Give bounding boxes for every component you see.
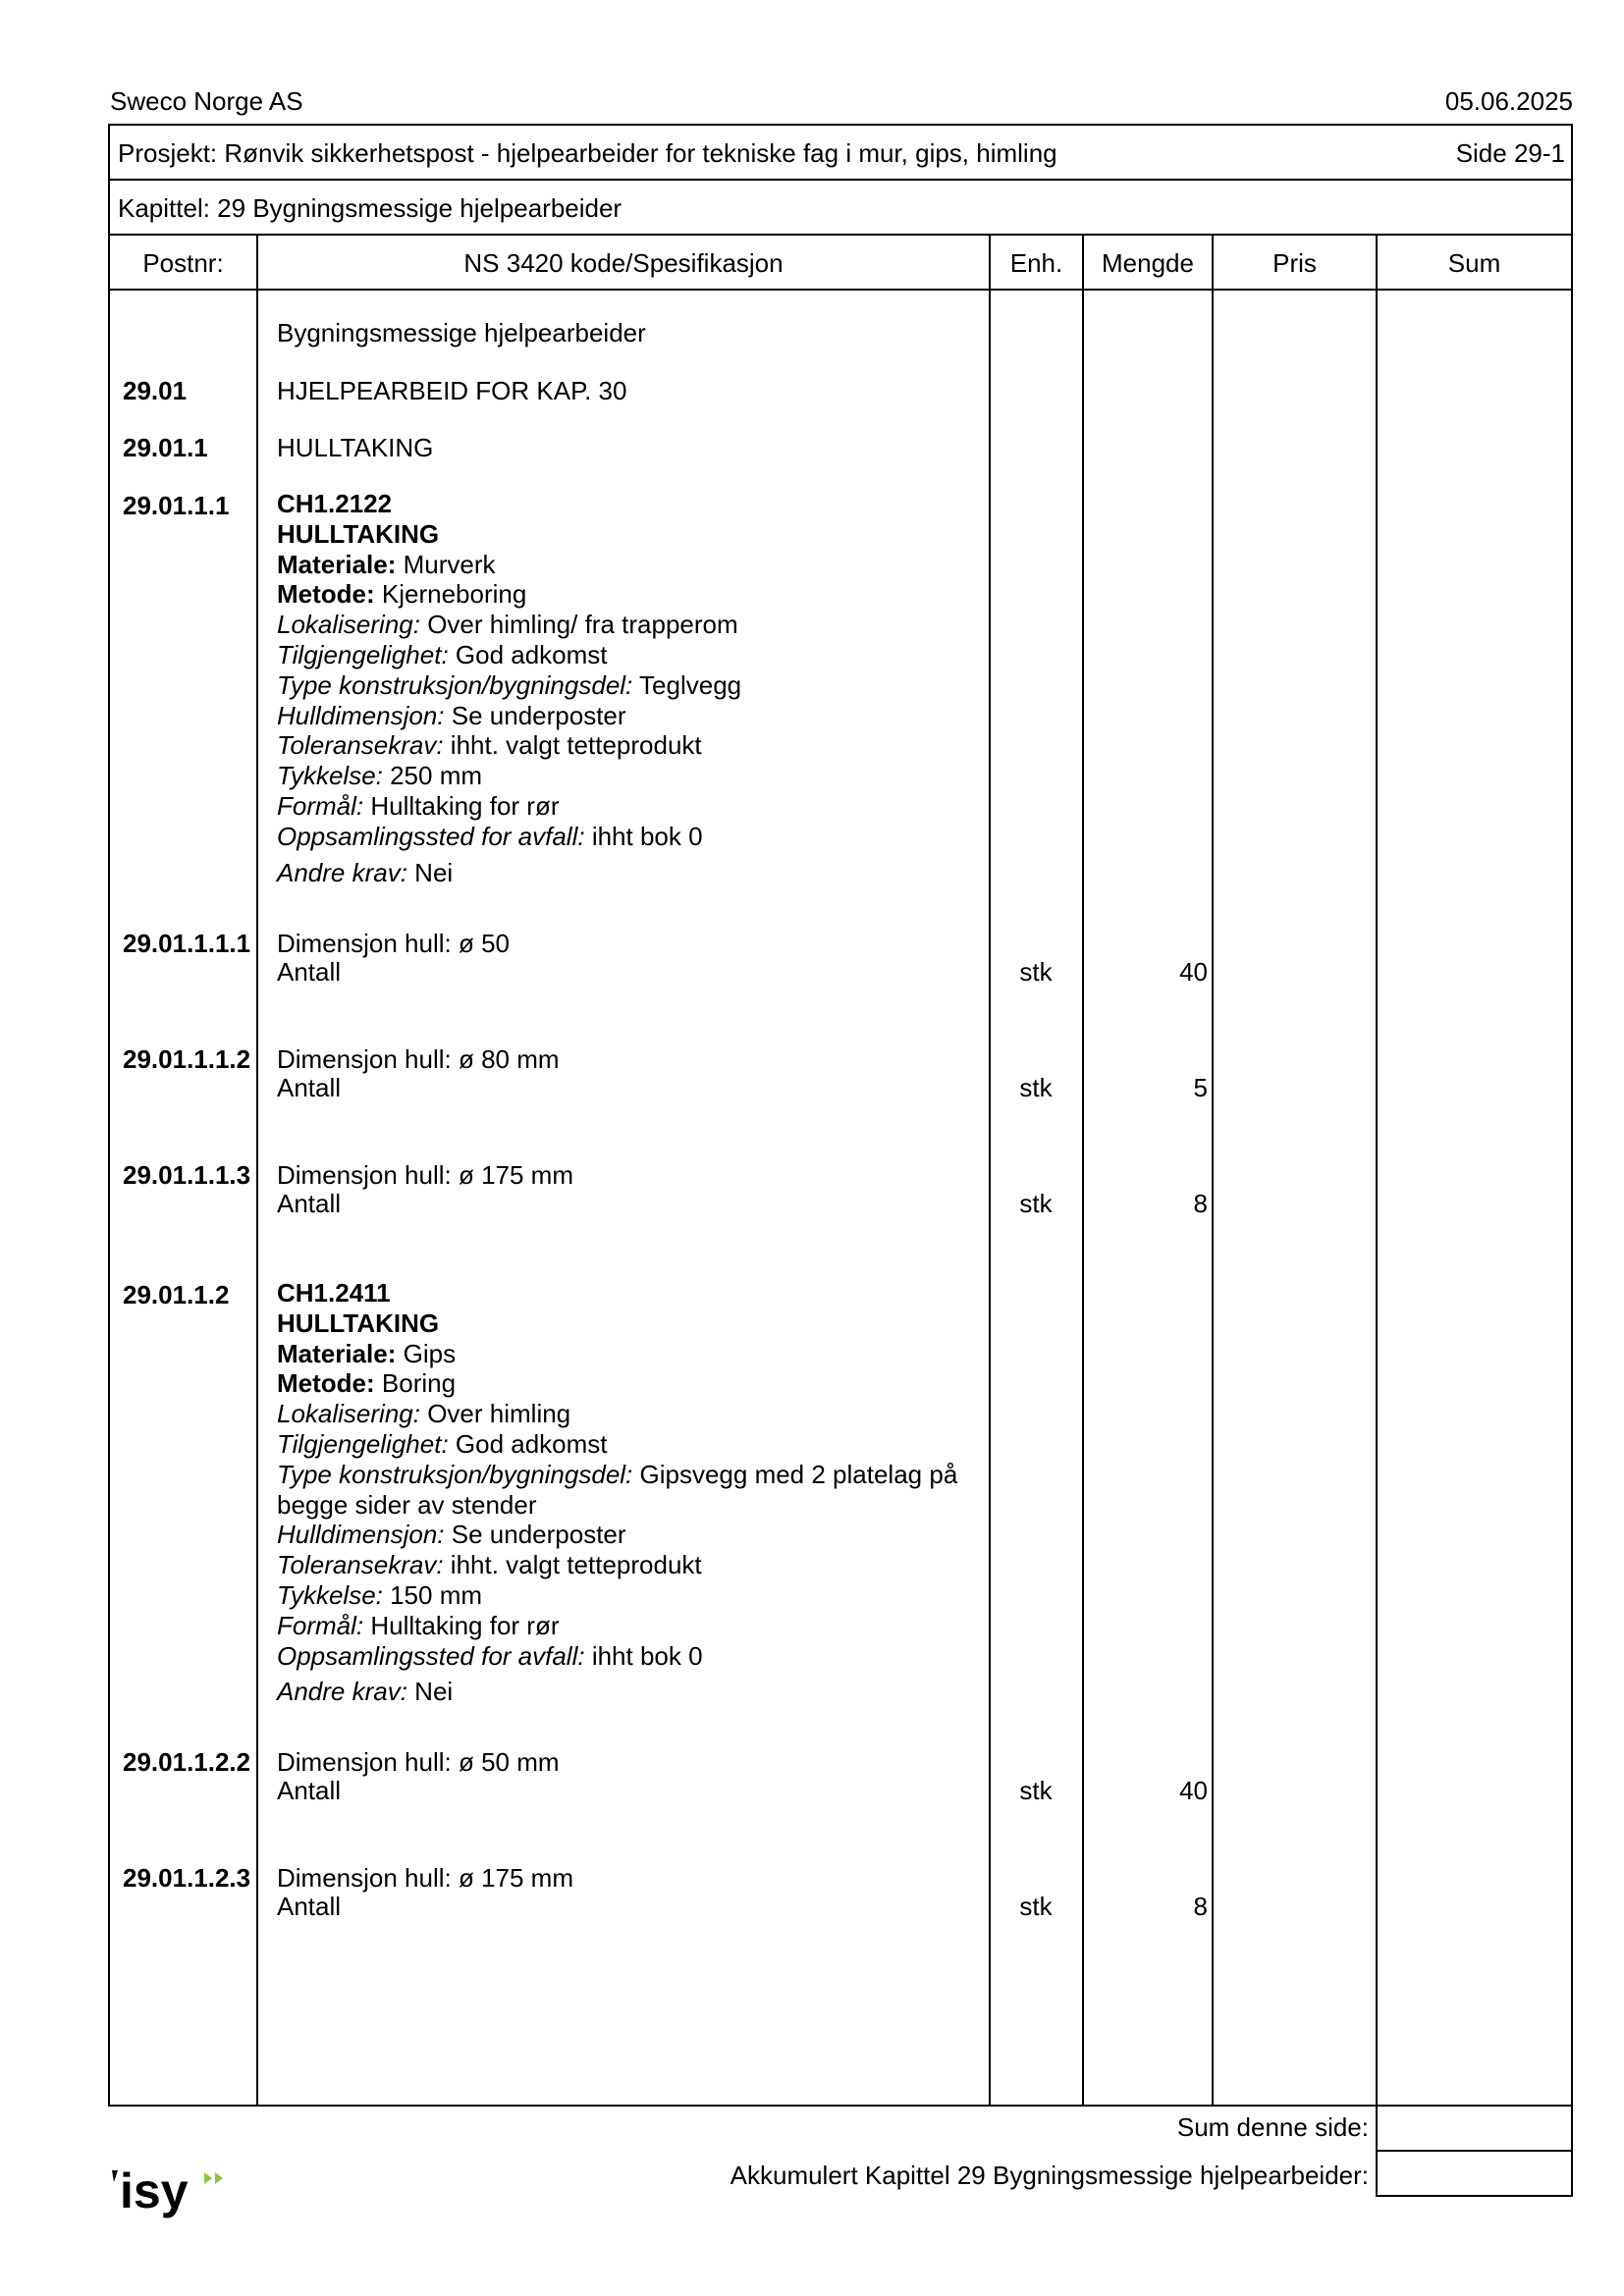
logo-text: isy bbox=[120, 2164, 189, 2218]
column-header-sum: Sum bbox=[1447, 248, 1501, 278]
subpost-postnr: 29.01.1.1.1 bbox=[123, 929, 251, 958]
group-title: HULLTAKING bbox=[277, 433, 434, 462]
spec-line: Tilgjengelighet: God adkomst bbox=[277, 1428, 608, 1459]
subpost-dimension: Dimensjon hull: ø 50 bbox=[277, 929, 510, 958]
accumulated-label: Akkumulert Kapittel 29 Bygningsmessige hjelpearbeider: bbox=[730, 2161, 1369, 2190]
spec-line: Oppsamlingssted for avfall: ihht bok 0 bbox=[277, 1640, 703, 1671]
column-header-spec: NS 3420 kode/Spesifikasjon bbox=[463, 248, 784, 278]
subpost-postnr: 29.01.1.2.3 bbox=[123, 1863, 251, 1893]
column-header-qty: Mengde bbox=[1102, 248, 1194, 278]
spec-line: Metode: Boring bbox=[277, 1368, 457, 1399]
section-intro: Bygningsmessige hjelpearbeider bbox=[277, 318, 646, 347]
spec-line: Lokalisering: Over himling bbox=[277, 1399, 571, 1429]
subpost-quantity: 5 bbox=[1193, 1073, 1208, 1102]
subpost-postnr: 29.01.1.1.3 bbox=[123, 1160, 251, 1190]
subpost-quantity: 40 bbox=[1179, 1776, 1208, 1805]
subpost-quantity: 40 bbox=[1179, 957, 1208, 987]
spec-line: Toleransekrav: ihht. valgt tetteprodukt bbox=[277, 1550, 702, 1580]
spec-line: Tilgjengelighet: God adkomst bbox=[277, 639, 608, 669]
subpost-dimension: Dimensjon hull: ø 80 mm bbox=[277, 1044, 560, 1074]
subpost-antall: Antall bbox=[277, 1892, 342, 1921]
spec-line: Andre krav: Nei bbox=[277, 857, 454, 887]
spec-line: Formål: Hulltaking for rør bbox=[277, 1610, 560, 1640]
subpost-unit: stk bbox=[1019, 957, 1053, 987]
column-header-price: Pris bbox=[1272, 248, 1317, 278]
subpost-postnr: 29.01.1.2.2 bbox=[123, 1747, 251, 1777]
spec-line: Metode: Kjerneboring bbox=[277, 579, 527, 610]
company-name: Sweco Norge AS bbox=[110, 86, 303, 116]
ns-code: CH1.2411 bbox=[277, 1278, 391, 1308]
column-header-postnr: Postnr: bbox=[142, 248, 224, 278]
subpost-unit: stk bbox=[1019, 1776, 1053, 1805]
subpost-quantity: 8 bbox=[1193, 1892, 1208, 1921]
spec-line: Type konstruksjon/bygningsdel: Gipsvegg med 2 platelag på begge sider av stender bbox=[277, 1459, 958, 1520]
spec-line: Hulldimensjon: Se underposter bbox=[277, 1520, 626, 1550]
spec-line: Tykkelse: 150 mm bbox=[277, 1579, 483, 1610]
document-date: 05.06.2025 bbox=[1444, 86, 1573, 116]
column-header-unit: Enh. bbox=[1009, 248, 1063, 278]
subpost-dimension: Dimensjon hull: ø 50 mm bbox=[277, 1747, 560, 1777]
subpost-antall: Antall bbox=[277, 1073, 342, 1102]
page-number: Side 29-1 bbox=[1455, 138, 1565, 168]
subpost-dimension: Dimensjon hull: ø 175 mm bbox=[277, 1160, 573, 1190]
subpost-unit: stk bbox=[1019, 1892, 1053, 1921]
spec-line: Materiale: Murverk bbox=[277, 549, 496, 579]
ns-code: CH1.2122 bbox=[277, 489, 393, 518]
subpost-unit: stk bbox=[1019, 1073, 1053, 1102]
project-title: Prosjekt: Rønvik sikkerhetspost - hjelpearbeider for tekniske fag i mur, gips, himling bbox=[118, 138, 1057, 168]
subpost-antall: Antall bbox=[277, 1776, 342, 1805]
sum-page-label: Sum denne side: bbox=[1176, 2112, 1369, 2142]
chapter-title: Kapittel: 29 Bygningsmessige hjelpearbeider bbox=[118, 193, 623, 223]
isy-logo bbox=[106, 2164, 234, 2226]
spec-line: Formål: Hulltaking for rør bbox=[277, 790, 560, 821]
spec-line: Lokalisering: Over himling/ fra trapperom bbox=[277, 610, 738, 640]
spec-line: Toleransekrav: ihht. valgt tetteprodukt bbox=[277, 730, 702, 761]
subpost-dimension: Dimensjon hull: ø 175 mm bbox=[277, 1863, 573, 1893]
item-postnr: 29.01.1.1 bbox=[123, 491, 230, 520]
spec-line: Oppsamlingssted for avfall: ihht bok 0 bbox=[277, 821, 703, 851]
spec-line: Tykkelse: 250 mm bbox=[277, 761, 483, 791]
accumulated-value-cell bbox=[1378, 2152, 1571, 2195]
subpost-antall: Antall bbox=[277, 957, 342, 987]
subpost-postnr: 29.01.1.1.2 bbox=[123, 1044, 251, 1074]
item-title: HULLTAKING bbox=[277, 1308, 440, 1338]
item-specification bbox=[277, 1278, 974, 1707]
sum-page-value-cell bbox=[1378, 2107, 1571, 2150]
spec-line: Materiale: Gips bbox=[277, 1338, 457, 1368]
spec-line: Andre krav: Nei bbox=[277, 1677, 454, 1707]
item-postnr: 29.01.1.2 bbox=[123, 1280, 230, 1309]
group-title: HJELPEARBEID FOR KAP. 30 bbox=[277, 376, 627, 405]
group-postnr: 29.01.1 bbox=[123, 433, 208, 462]
item-specification bbox=[277, 489, 974, 887]
item-title: HULLTAKING bbox=[277, 518, 440, 549]
spec-line: Type konstruksjon/bygningsdel: Teglvegg bbox=[277, 669, 742, 700]
subpost-antall: Antall bbox=[277, 1189, 342, 1218]
subpost-unit: stk bbox=[1019, 1189, 1053, 1218]
group-postnr: 29.01 bbox=[123, 376, 188, 405]
spec-line: Hulldimensjon: Se underposter bbox=[277, 700, 626, 730]
subpost-quantity: 8 bbox=[1193, 1189, 1208, 1218]
